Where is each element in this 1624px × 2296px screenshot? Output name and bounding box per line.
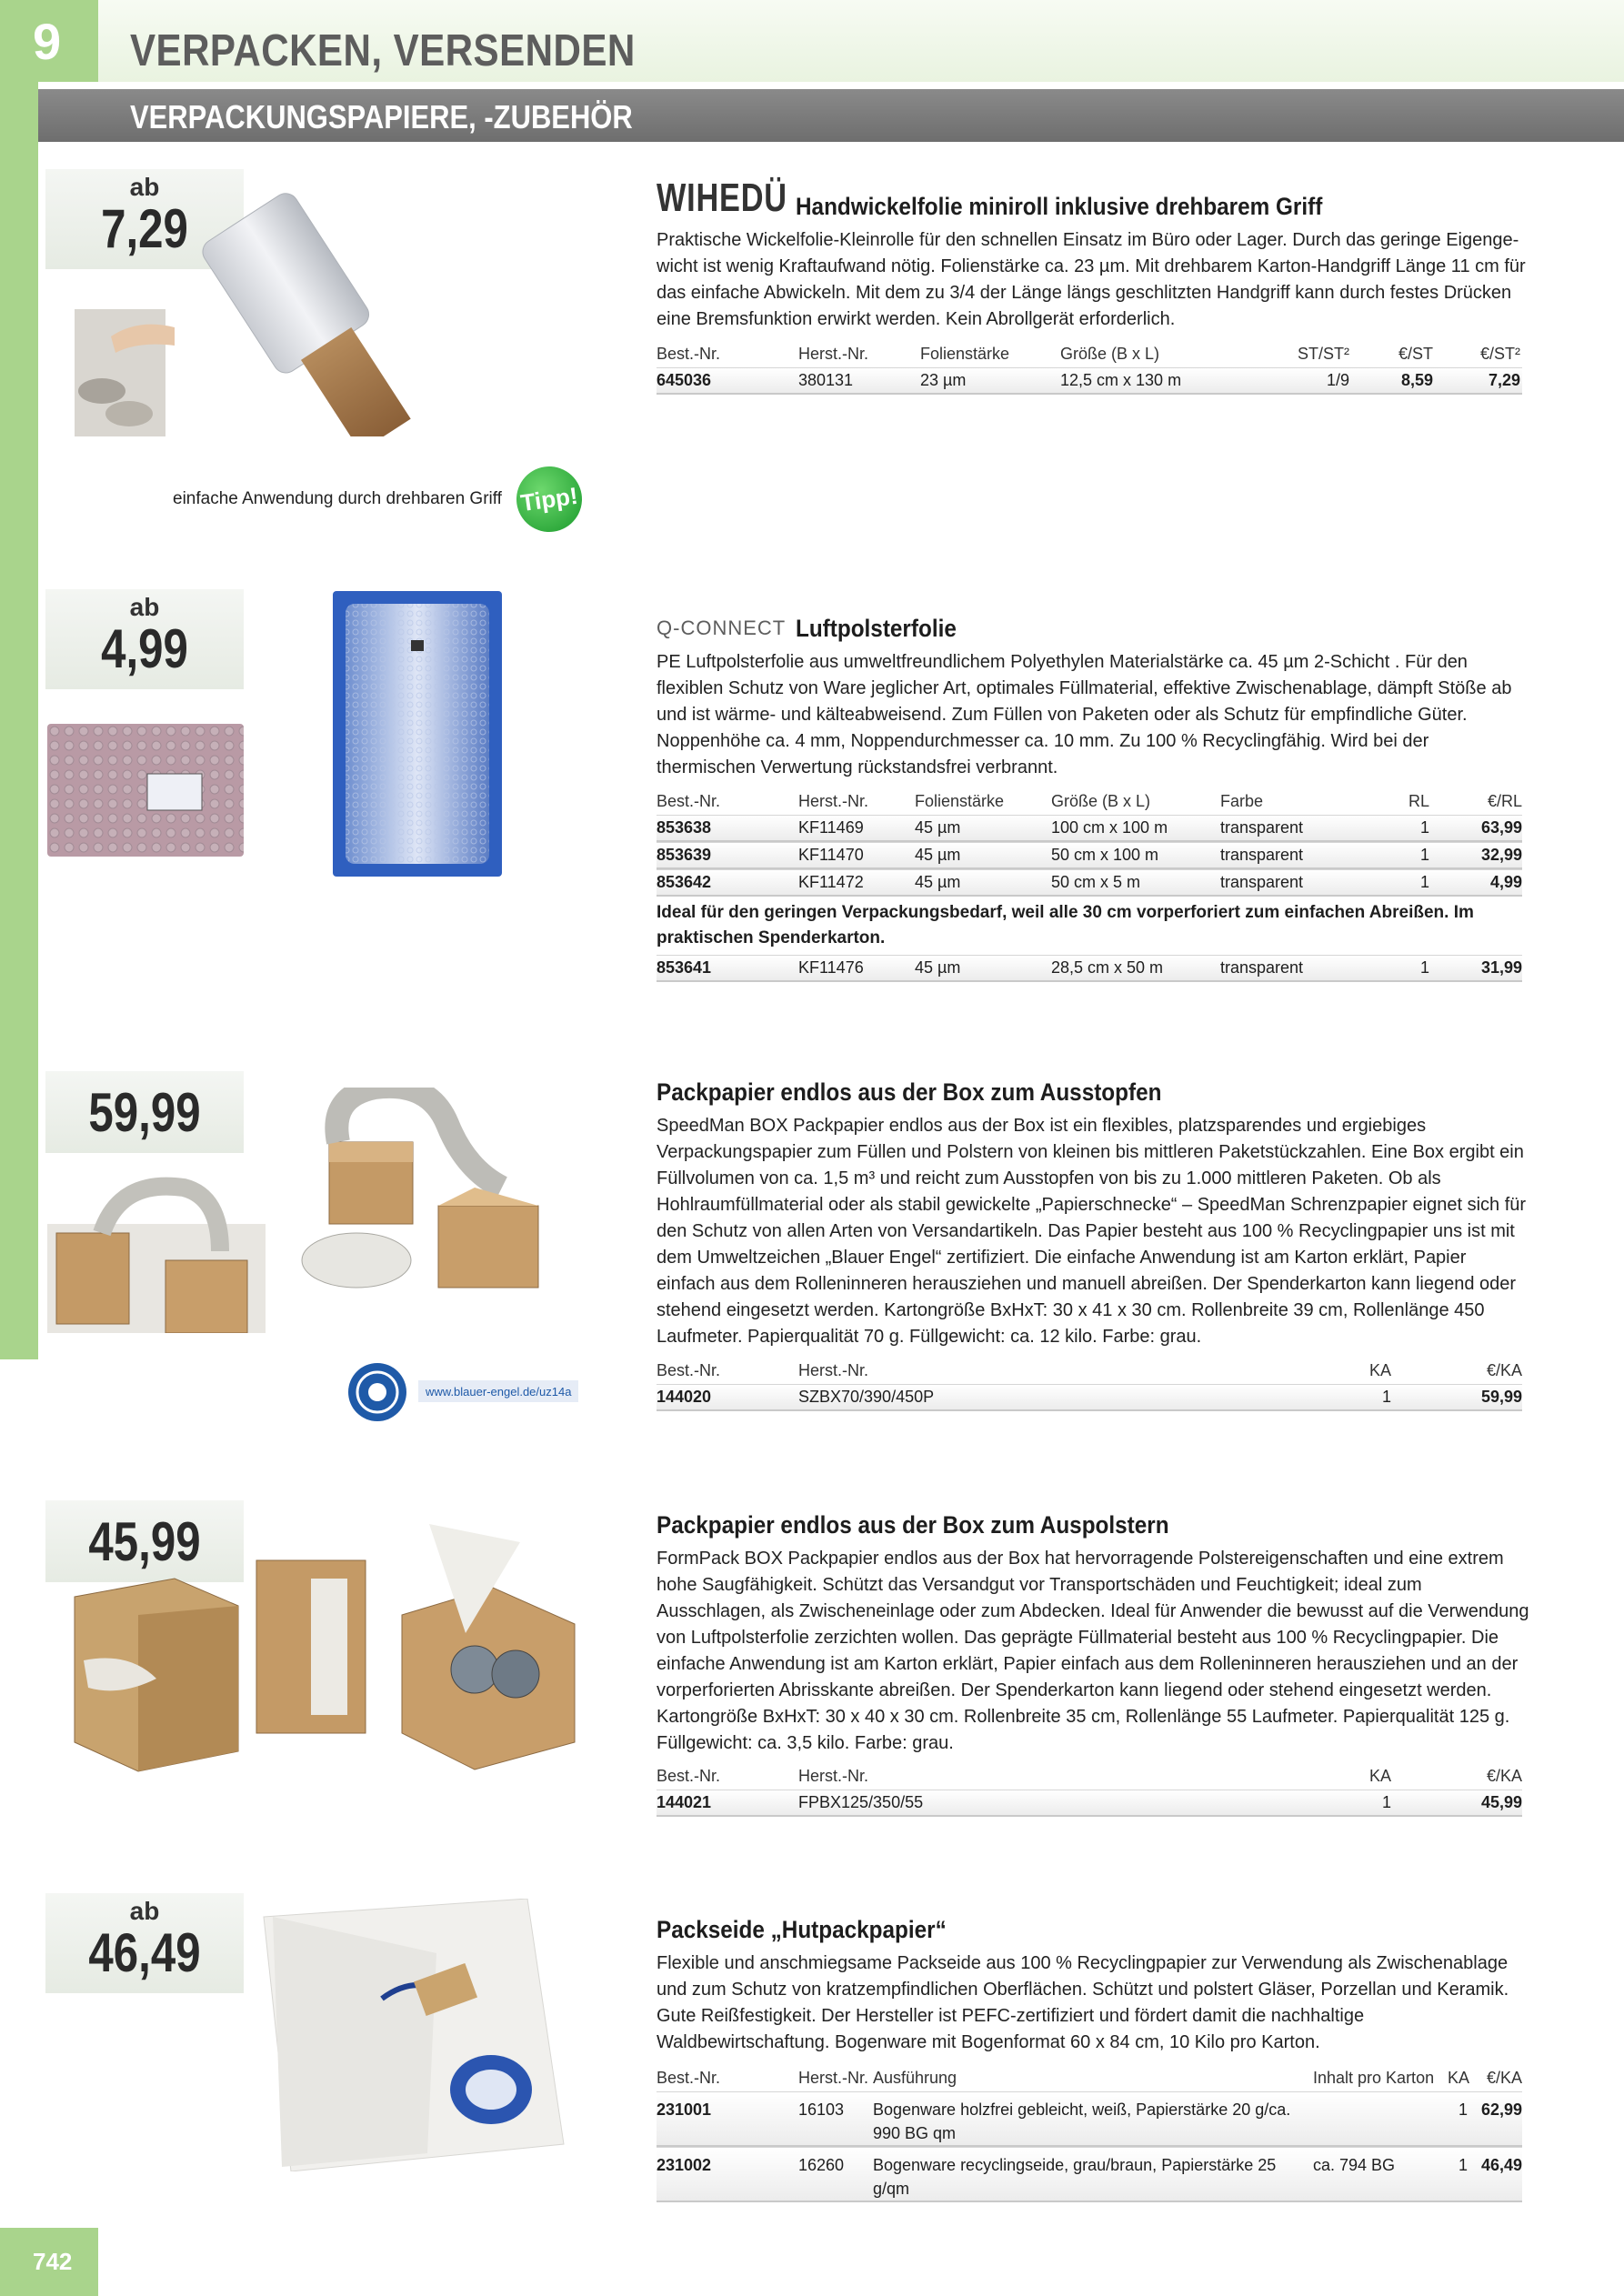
- table-header: [657, 2064, 1522, 2091]
- cell-order-no: 231001: [657, 2100, 712, 2119]
- col-header: Folienstärke: [920, 344, 1010, 363]
- cell: transparent: [1220, 846, 1304, 864]
- bubble-wrap-closeup-image: [47, 724, 244, 857]
- cell: KF11470: [798, 846, 864, 864]
- chapter-number: 9: [0, 0, 98, 82]
- col-header: Folienstärke: [915, 791, 1005, 810]
- table-header: [657, 1357, 1522, 1384]
- product-description: PE Luftpolsterfolie aus umweltfreundlichem Polyethylen Materialstärke ca. 45 µm 2-Schicht . Für den flexiblen Schutz von Ware jeglicher Art, optimales Füllmaterial, effektive Zwischenablage, dämpft Stöße ab und ist wärme- und kälteabweisend. Zum Füllen von Paketen oder als Schutz für empfindliche Güter. Noppenhöhe ca. 4 mm, Noppendurchmesser ca. 10 mm. Zu 100 % Recyclingfähig. Wird bei der thermischen Verwertung rückstandsfrei verbrannt.: [657, 652, 1512, 777]
- price-box: [45, 589, 244, 689]
- col-header: Ausführung: [873, 2068, 957, 2087]
- cell-description: Bogenware holzfrei gebleicht, weiß, Papierstärke 20 g/ca. 990 BG qm: [873, 2100, 1291, 2142]
- tip-badge: Tipp!: [512, 462, 586, 536]
- product-title: Packseide „Hutpackpapier“: [657, 1916, 947, 1943]
- cell: 1: [1458, 2100, 1468, 2119]
- col-header: Best.-Nr.: [657, 2068, 721, 2087]
- bubble-wrap-roll-image: [333, 591, 502, 877]
- col-header: KA: [1368, 1360, 1391, 1379]
- cell-description: Bogenware recyclingseide, grau/braun, Papierstärke 25 g/qm: [873, 2156, 1277, 2198]
- product-description: FormPack BOX Packpapier endlos aus der Box hat hervorragende Polstereigenschaften und eine extrem hohe Saugfähigkeit. Schützt das Versandgut vor Transportschäden und Feuchtigkeit; ideal zum Ausschlagen, als Zwischeneinlage oder zum Abdecken. Ideal für Anwender die bewusst auf die Verwendung von Luftpolsterfolie zerzichten wollen. Das geprägte Füllmaterial besteht aus 100 % Recyclingpapier. Die einfache Anwendung ist am Karton erklärt, Papier einfach aus dem Rolleninneren herausziehen und an der vorperforierten Abrisskante abreißen. Der Spenderkarton kann liegend oder stehend eingesetzt werden. Kartongröße BxHxT: 30 x 40 x 30 cm. Rollenbreite 35 cm, Rollenlänge 55 Laufmeter. Papierqualität 125 g. Füllgewicht: ca. 3,5 kilo. Farbe: grau.: [657, 1549, 1529, 1753]
- cell-price: 59,99: [1480, 1388, 1522, 1406]
- cell-price: 62,99: [1480, 2100, 1522, 2119]
- eco-label-url: www.blauer-engel.de/uz14a: [426, 1385, 572, 1399]
- wihedu-logo: WIHEDÜ: [657, 175, 787, 220]
- table-row: [657, 815, 1522, 842]
- cell-order-no: 853639: [657, 846, 712, 864]
- cell: 45 µm: [915, 873, 961, 891]
- table-row: [657, 367, 1522, 395]
- cell: 50 cm x 100 m: [1051, 846, 1159, 864]
- cell-order-no: 853638: [657, 818, 712, 837]
- col-header: Herst.-Nr.: [798, 1360, 869, 1379]
- cell: 50 cm x 5 m: [1051, 873, 1141, 891]
- col-header: Best.-Nr.: [657, 344, 721, 363]
- cell: 1: [1419, 818, 1429, 837]
- col-header: Herst.-Nr.: [798, 344, 869, 363]
- cell-price: 46,49: [1480, 2156, 1522, 2174]
- cell: KF11472: [798, 873, 864, 891]
- cell: FPBX125/350/55: [798, 1793, 924, 1811]
- table-row: [657, 842, 1522, 869]
- chapter-sidebar: [0, 0, 38, 1359]
- cell: 1: [1419, 873, 1429, 891]
- product-title: Packpapier endlos aus der Box zum Ausstopfen: [657, 1078, 1162, 1106]
- cell: transparent: [1220, 958, 1304, 977]
- product-table: [657, 787, 1522, 982]
- cell: SZBX70/390/450P: [798, 1388, 935, 1406]
- col-header: ST/ST²: [1298, 344, 1349, 363]
- price-prefix: ab: [129, 593, 160, 621]
- col-header: Best.-Nr.: [657, 1766, 721, 1785]
- cell: 1: [1419, 958, 1429, 977]
- cell-price: 32,99: [1480, 846, 1522, 864]
- cell-order-no: 645036: [657, 371, 712, 389]
- product-table: [657, 1762, 1522, 1817]
- col-header: Größe (B x L): [1051, 791, 1151, 810]
- cell-order-no: 144021: [657, 1793, 712, 1811]
- col-header: KA: [1448, 2068, 1470, 2087]
- product-description: Praktische Wickelfolie-Kleinrolle für den schnellen Einsatz im Büro oder Lager. Durch das geringe Eigengewicht ist wenig Kraftaufwand nötig. Folienstärke ca. 23 µm. Mit drehbarem Karton-Handgriff Länge 11 cm für das einfache Abwickeln. Mit dem zu 3/4 der Länge längs geschlitzten Handgriff kann durch festes Drücken eine Bremsfunktion erwirkt werden. Kein Abrollgerät erforderlich.: [657, 230, 1526, 329]
- cell-manufacturer-no: 380131: [798, 371, 854, 389]
- col-header: Herst.-Nr.: [798, 2068, 869, 2087]
- cell: transparent: [1220, 873, 1304, 891]
- cell: 28,5 cm x 50 m: [1051, 958, 1164, 977]
- page-number: 742: [0, 2228, 98, 2296]
- col-header: €/KA: [1486, 1766, 1522, 1785]
- cell-price: 45,99: [1480, 1793, 1522, 1811]
- price-value: 46,49: [88, 1922, 201, 1983]
- table-row: [657, 1384, 1522, 1411]
- col-header: €/KA: [1486, 2068, 1522, 2087]
- price-value: 4,99: [101, 618, 188, 679]
- price-prefix: ab: [129, 173, 160, 201]
- cell-order-no: 144020: [657, 1388, 712, 1406]
- cell: 45 µm: [915, 846, 961, 864]
- cell-price: 8,59: [1400, 371, 1433, 389]
- product-title: Luftpolsterfolie: [796, 615, 957, 642]
- cell-order-no: 853641: [657, 958, 712, 977]
- col-header: Herst.-Nr.: [798, 791, 869, 810]
- col-header: RL: [1408, 791, 1429, 810]
- cell: 1/9: [1326, 371, 1349, 389]
- formpack-box-product-image: [47, 1524, 593, 1779]
- cell: 12,5 cm x 130 m: [1060, 371, 1182, 389]
- price-value: 45,99: [88, 1511, 201, 1572]
- price-box: [45, 1893, 244, 1993]
- cell: ca. 794 BG: [1313, 2156, 1396, 2174]
- page-subtitle: VERPACKUNGSPAPIERE, -ZUBEHÖR: [130, 98, 633, 135]
- col-header: Inhalt pro Karton: [1313, 2068, 1435, 2087]
- cell: 1: [1381, 1388, 1391, 1406]
- table-row: [657, 2147, 1522, 2202]
- product-description: SpeedMan BOX Packpapier endlos aus der Box ist ein flexibles, platzsparendes und ergiebiges Verpackungspapier zum Füllen und Polstern von kleinen bis mittleren Paketstückzahlen. Eine Box ergibt ein Füllvolumen von ca. 1,5 m³ und reicht zum Ausstopfen von bis zu 1.000 mittleren Paketen. Ob als Hohlraumfüllmaterial oder als stabil gewickelte „Papierschnecke“ – SpeedMan Schrenzpapier eignet sich für den Schutz von allen Arten von Versandartikeln. Das Papier besteht aus 100 % Recyclingpapier uns ist mit dem Umweltzeichen „Blauer Engel“ zertifiziert. Die einfache Anwendung ist am Karton erklärt, Papier einfach aus dem Rolleninneren herausziehen und manuell abreißen. Der Spenderkarton kann liegend oder stehend eingesetzt werden. Kartongröße BxHxT: 30 x 41 x 30 cm. Rollenbreite 39 cm, Rollenlänge 450 Laufmeter. Papierqualität 70 g. Füllgewicht: ca. 12 kilo. Farbe: grau.: [657, 1116, 1527, 1347]
- col-header: Herst.-Nr.: [798, 1766, 869, 1785]
- cell: 16103: [798, 2100, 845, 2119]
- col-header: €/KA: [1486, 1360, 1522, 1379]
- table-note: Ideal für den geringen Verpackungsbedarf, weil alle 30 cm vorperforiert zum einfachen Abreißen. Im praktischen Spenderkarton.: [657, 903, 1474, 947]
- product-table: [657, 340, 1522, 395]
- cell: KF11469: [798, 818, 864, 837]
- col-header: Best.-Nr.: [657, 1360, 721, 1379]
- price-prefix: ab: [129, 1897, 160, 1925]
- product-title: Handwickelfolie miniroll inklusive drehbarem Griff: [796, 193, 1323, 220]
- blauer-engel-eco-label: [346, 1360, 582, 1424]
- cell-order-no: 231002: [657, 2156, 712, 2174]
- cell-price: 63,99: [1480, 818, 1522, 837]
- table-row: [657, 1790, 1522, 1817]
- table-row: [657, 955, 1522, 982]
- tip-text: einfache Anwendung durch drehbaren Griff: [173, 489, 502, 508]
- cell: 1: [1458, 2156, 1468, 2174]
- cell-price: 7,29: [1488, 371, 1520, 389]
- cell: 23 µm: [920, 371, 967, 389]
- product-table: [657, 2064, 1522, 2202]
- col-header: €/ST: [1398, 344, 1433, 363]
- cell: 45 µm: [915, 818, 961, 837]
- col-header: €/RL: [1487, 791, 1522, 810]
- cell-order-no: 853642: [657, 873, 712, 891]
- product-title: Packpapier endlos aus der Box zum Auspolstern: [657, 1511, 1169, 1539]
- product-description: Flexible und anschmiegsame Packseide aus 100 % Recyclingpapier zur Verwendung als Zwischenablage und zum Schutz von kratzempfindlichen Oberflächen. Schützt und polstert Gläser, Porzellan und Keramik. Gute Reißfestigkeit. Der Hersteller ist PEFC-zertifiziert und fördert damit die nachhaltige Waldbewirtschaftung. Bogenware mit Bogenformat 60 x 84 cm, 10 Kilo pro Karton.: [657, 1953, 1509, 2052]
- stretch-film-product-image: [75, 191, 584, 436]
- col-header: KA: [1368, 1766, 1391, 1785]
- tissue-paper-product-image: [255, 1899, 591, 2171]
- cell-price: 31,99: [1480, 958, 1522, 977]
- table-header: [657, 1762, 1522, 1790]
- price-value: 59,99: [88, 1082, 201, 1143]
- col-header: €/ST²: [1479, 344, 1520, 363]
- cell: 1: [1381, 1793, 1391, 1811]
- col-header: Best.-Nr.: [657, 791, 721, 810]
- cell: 100 cm x 100 m: [1051, 818, 1168, 837]
- table-row: [657, 2091, 1522, 2147]
- q-connect-logo: Q-CONNECT: [657, 617, 787, 639]
- cell: 16260: [798, 2156, 845, 2174]
- table-header: [657, 340, 1522, 367]
- table-row: [657, 869, 1522, 897]
- cell: 1: [1419, 846, 1429, 864]
- product-table: [657, 1357, 1522, 1411]
- cell: 45 µm: [915, 958, 961, 977]
- price-value: 7,29: [101, 198, 188, 259]
- table-header: [657, 787, 1522, 815]
- page-title: VERPACKEN, VERSENDEN: [130, 26, 636, 75]
- cell-price: 4,99: [1489, 873, 1522, 891]
- col-header: Farbe: [1220, 791, 1264, 810]
- col-header: Größe (B x L): [1060, 344, 1160, 363]
- cell: KF11476: [798, 958, 864, 977]
- speedman-box-product-image: [47, 1082, 593, 1333]
- cell: transparent: [1220, 818, 1304, 837]
